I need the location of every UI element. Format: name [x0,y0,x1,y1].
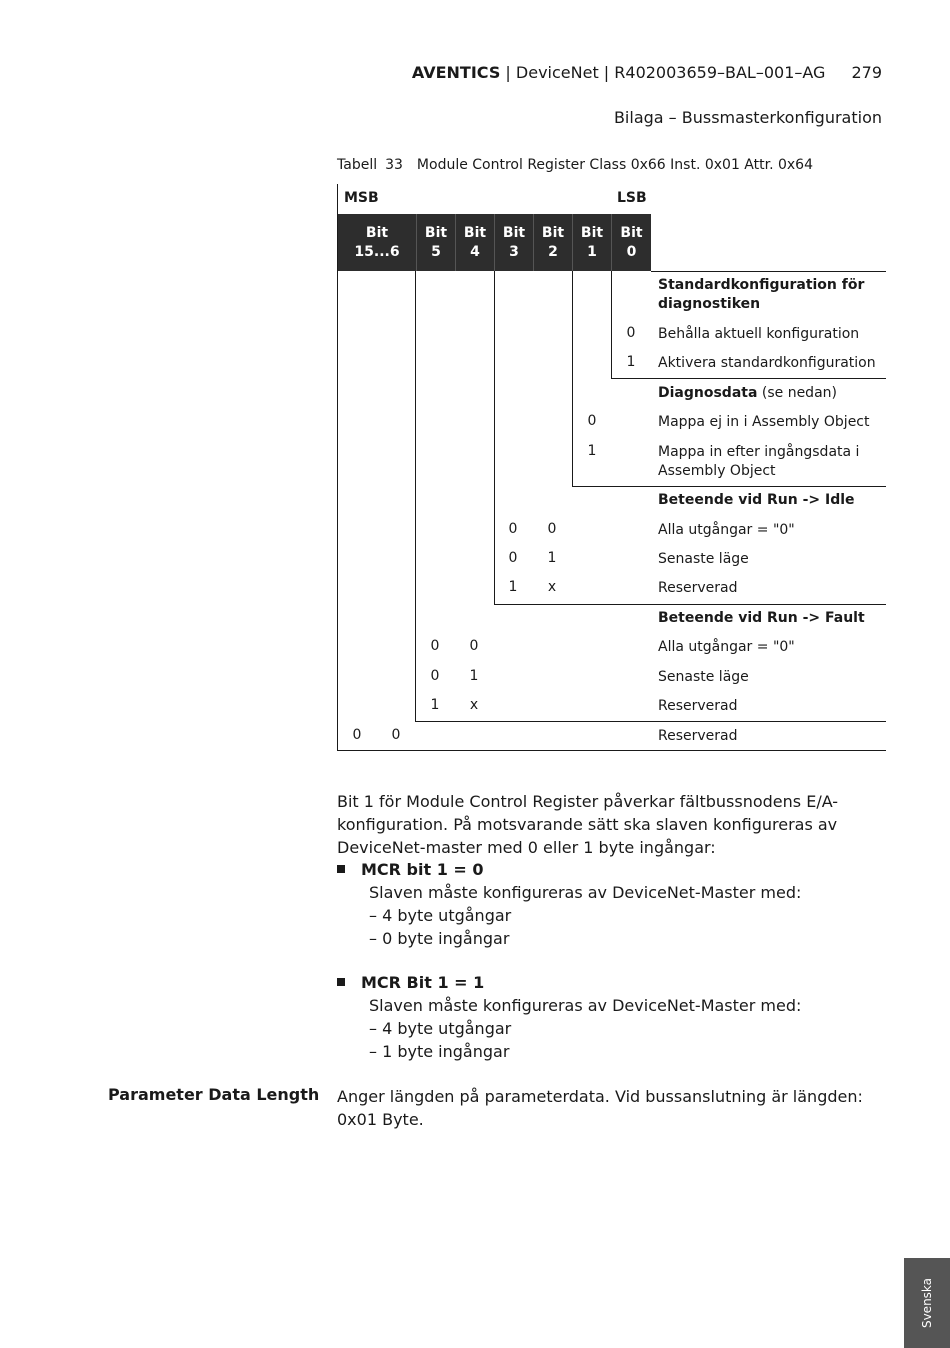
bit15-6-desc: Reserverad [658,728,738,744]
bit3-value: 0 [508,521,518,537]
bullet-square-icon [337,978,345,986]
bit5-column-line [415,271,416,721]
bit5-value: 1 [430,697,440,713]
bit45-group-line [415,721,886,722]
bullet-subitem: – 4 byte utgångar [369,1019,512,1038]
bit0-group-title: Standardkonfiguration för diagnostiken [658,277,865,312]
table-left-border [337,184,338,751]
bit45-group-title: Beteende vid Run -> Fault [658,610,865,626]
bit23-group-line [494,604,886,605]
bullet-mcr-bit1-0: MCR bit 1 = 0 [337,858,484,881]
bit15-6-value: 0 [391,727,401,743]
caption-number: 33 [385,157,403,173]
bit-header-2: Bit 2 [533,214,572,271]
bit1-group-title: Diagnosdata (se nedan) [658,385,837,401]
bit15-6-value: 0 [352,727,362,743]
bit23-group-title: Beteende vid Run -> Idle [658,492,855,508]
intro-paragraph: Bit 1 för Module Control Register påverkar fältbussnodens E/A-konfiguration. På motsvarande sätt ska slaven konfigureras av DeviceNet-master med 0 eller 1 byte ingångar: [337,792,839,857]
page-number: 279 [851,63,882,82]
parameter-data-length-label: Parameter Data Length [108,1085,320,1104]
bullet-subitem: – 4 byte utgångar [369,906,512,925]
bit4-value: x [469,697,479,713]
bit45-desc: Senaste läge [658,669,749,685]
bit3-column-line [494,271,495,604]
parameter-data-length-text: Anger längden på parameterdata. Vid bussanslutning är längden: 0x01 Byte. [337,1087,863,1129]
bullet-mcr-bit1-1: MCR Bit 1 = 1 [337,971,484,994]
table-caption [337,157,813,173]
bit1-column-line [572,271,573,486]
caption-prefix: Tabell [337,157,378,173]
language-tab: Svenska [904,1258,950,1348]
bit-header-1: Bit 1 [572,214,611,271]
bit-header-5: Bit 5 [416,214,455,271]
bit-header-15-6: Bit 15...6 [337,214,416,271]
bullet-text: Slaven måste konfigureras av DeviceNet-Master med: [369,996,802,1015]
running-header [412,63,882,82]
section-title: Bilaga – Bussmasterkonfiguration [613,108,882,127]
bit-header-4: Bit 4 [455,214,494,271]
bit5-value: 0 [430,638,440,654]
document-info: | DeviceNet | R402003659–BAL–001–AG [500,63,826,82]
bit2-value: 1 [547,550,557,566]
bit1-desc: Mappa in efter ingångsdata i Assembly Object [658,444,860,479]
bit2-value: x [547,579,557,595]
bit3-value: 0 [508,550,518,566]
table-bottom-border [337,750,886,751]
bit3-value: 1 [508,579,518,595]
bit-header-3: Bit 3 [494,214,533,271]
bit0-desc: Behålla aktuell konfiguration [658,326,860,342]
bit0-column-line [611,271,612,378]
caption-title: Module Control Register Class 0x66 Inst. 0x01 Attr. 0x64 [416,157,813,173]
bit1-group-line [572,486,886,487]
bit0-group-line [611,378,886,379]
bit1-desc: Mappa ej in i Assembly Object [658,414,870,430]
bit0-value: 1 [626,354,636,370]
bit23-desc: Alla utgångar = "0" [658,522,795,538]
bit4-value: 1 [469,668,479,684]
bit23-desc: Reserverad [658,580,738,596]
bit2-value: 0 [547,521,557,537]
bit23-desc: Senaste läge [658,551,749,567]
msb-label: MSB [344,190,379,206]
bullet-text: Slaven måste konfigureras av DeviceNet-Master med: [369,883,802,902]
bit45-desc: Reserverad [658,698,738,714]
bit4-value: 0 [469,638,479,654]
bit1-value: 0 [587,413,597,429]
lsb-label: LSB [617,190,647,206]
bullet-subitem: – 0 byte ingångar [369,929,510,948]
bullet-subitem: – 1 byte ingångar [369,1042,510,1061]
bit-header-0: Bit 0 [611,214,651,271]
bit0-value: 0 [626,325,636,341]
bullet-square-icon [337,865,345,873]
bit0-desc: Aktivera standardkonfiguration [658,355,876,371]
bit1-value: 1 [587,443,597,459]
brand-name: AVENTICS [411,63,501,82]
header-bottom-line [651,271,886,272]
bit45-desc: Alla utgångar = "0" [658,639,795,655]
bit5-value: 0 [430,668,440,684]
